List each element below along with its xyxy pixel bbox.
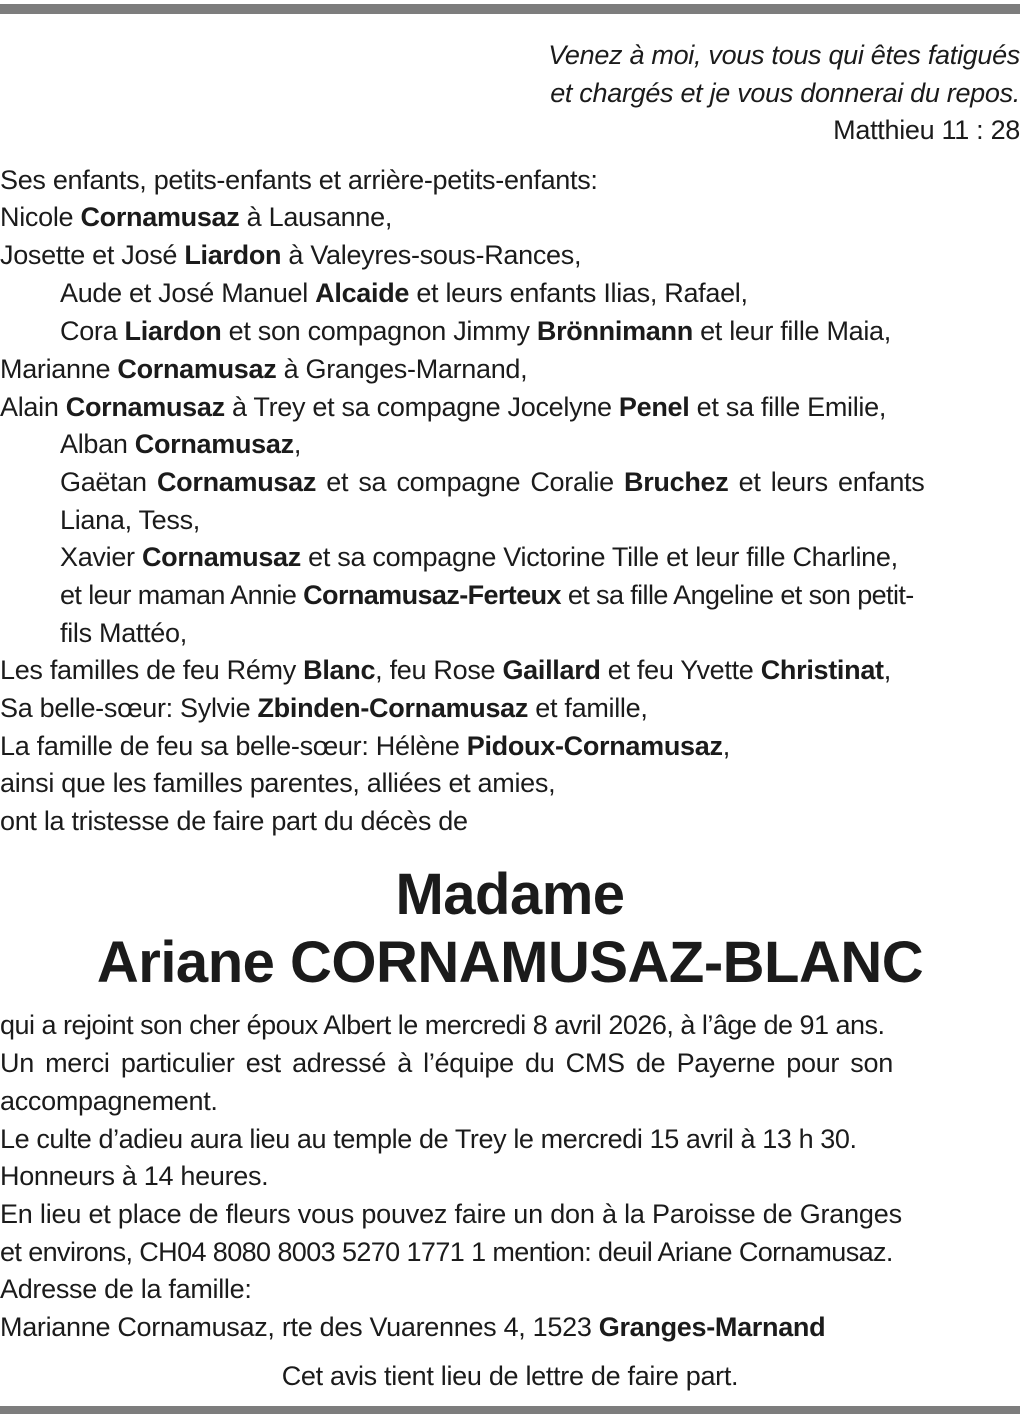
family-line — [60, 463, 1020, 501]
surname: Liardon — [184, 240, 282, 270]
verse-line-1: Venez à moi, vous tous qui êtes fatigués — [548, 40, 1020, 70]
details-line: Adresse de la famille: — [0, 1274, 252, 1304]
surname: Christinat — [760, 655, 884, 685]
surname: Cornamusaz — [134, 429, 294, 459]
text: à Granges-Marnand, — [276, 354, 528, 384]
surname: Cornamusaz — [156, 467, 317, 497]
family-line — [60, 538, 1020, 576]
surname: Zbinden-Cornamusaz — [257, 693, 529, 723]
family-line — [60, 576, 1020, 614]
text: à Trey et sa compagne Jocelyne — [224, 392, 619, 422]
closing-note: Cet avis tient lieu de lettre de faire part. — [281, 1361, 739, 1391]
family-line: ainsi que les familles parentes, alliées et amies, — [0, 768, 556, 798]
family-line — [0, 388, 1020, 426]
text: Alain — [0, 392, 66, 422]
text: et leurs enfants — [728, 467, 925, 497]
text: , feu Rose — [375, 655, 503, 685]
surname: Bruchez — [624, 467, 729, 497]
top-rule — [0, 4, 1020, 14]
text: La famille de feu sa belle-sœur: Hélène — [0, 731, 467, 761]
family-line — [0, 198, 1020, 236]
text: et sa fille Angeline et son petit- — [560, 580, 914, 610]
text: Aude et José Manuel — [60, 278, 316, 308]
family-line — [0, 236, 1020, 274]
details-line: et environs, CH04 8080 8003 5270 1771 1 mention: deuil Ariane Cornamusaz. — [0, 1237, 893, 1267]
details-line: Un merci particulier est adressé à l’équipe du CMS de Payerne pour son — [0, 1048, 893, 1078]
surname: Brönnimann — [536, 316, 693, 346]
surname: Cornamusaz — [65, 392, 225, 422]
text: et leur fille Maia, — [692, 316, 891, 346]
family-line: Liana, Tess, — [60, 505, 200, 535]
text: et feu Yvette — [600, 655, 761, 685]
text: Gaëtan — [60, 467, 157, 497]
surname: Alcaide — [315, 278, 410, 308]
text: Josette et José — [0, 240, 185, 270]
text: Cora — [60, 316, 125, 346]
surname: Liardon — [124, 316, 222, 346]
text: Nicole — [0, 202, 81, 232]
details-line: Le culte d’adieu aura lieu au temple de Trey le mercredi 15 avril à 13 h 30. — [0, 1124, 857, 1154]
verse-line-2: et chargés et je vous donnerai du repos. — [550, 78, 1020, 108]
text: Alban — [60, 429, 135, 459]
text: et sa compagne Coralie — [316, 467, 624, 497]
text: à Lausanne, — [239, 202, 393, 232]
text: Xavier — [60, 542, 142, 572]
text: , — [883, 655, 891, 685]
verse-reference: Matthieu 11 : 28 — [833, 115, 1020, 145]
family-line — [0, 350, 1020, 388]
details-line: accompagnement. — [0, 1086, 218, 1116]
locality: Granges-Marnand — [598, 1312, 826, 1342]
family-intro: Ses enfants, petits-enfants et arrière-petits-enfants: — [0, 165, 598, 195]
surname: Gaillard — [502, 655, 601, 685]
surname: Cornamusaz — [80, 202, 240, 232]
surname: Blanc — [303, 655, 376, 685]
surname: Cornamusaz — [141, 542, 301, 572]
family-line — [60, 274, 1020, 312]
text: et sa fille Emilie, — [689, 392, 887, 422]
text: et sa compagne Victorine Tille et leur fille Charline, — [300, 542, 898, 572]
text: et leur maman Annie — [60, 580, 304, 610]
deceased-title: Madame — [395, 862, 625, 927]
text: Marianne Cornamusaz, rte des Vuarennes 4, 1523 — [0, 1312, 599, 1342]
deceased-name: Ariane CORNAMUSAZ-BLANC — [96, 930, 924, 995]
details-line: Honneurs à 14 heures. — [0, 1161, 269, 1191]
family-line — [0, 651, 1020, 689]
details-line: qui a rejoint son cher époux Albert le mercredi 8 avril 2026, à l’âge de 91 ans. — [0, 1010, 885, 1040]
text: , — [293, 429, 302, 459]
family-line: ont la tristesse de faire part du décès de — [0, 806, 468, 836]
text: et leurs enfants Ilias, Rafael, — [409, 278, 748, 308]
text: Marianne — [0, 354, 118, 384]
surname: Cornamusaz — [117, 354, 277, 384]
family-line — [0, 689, 1020, 727]
family-line — [0, 727, 1020, 765]
text: , — [722, 731, 730, 761]
family-line — [60, 425, 1020, 463]
surname: Penel — [618, 392, 690, 422]
details-line: En lieu et place de fleurs vous pouvez faire un don à la Paroisse de Granges — [0, 1199, 902, 1229]
family-address — [0, 1308, 1020, 1346]
text: Les familles de feu Rémy — [0, 655, 304, 685]
family-line — [60, 312, 1020, 350]
text: et famille, — [528, 693, 648, 723]
surname: Pidoux-Cornamusaz — [466, 731, 723, 761]
text: Sa belle-sœur: Sylvie — [0, 693, 258, 723]
text: et son compagnon Jimmy — [221, 316, 537, 346]
bottom-rule — [0, 1406, 1020, 1414]
family-line: fils Mattéo, — [60, 618, 187, 648]
surname: Cornamusaz-Ferteux — [303, 580, 561, 610]
text: à Valeyres-sous-Rances, — [281, 240, 582, 270]
